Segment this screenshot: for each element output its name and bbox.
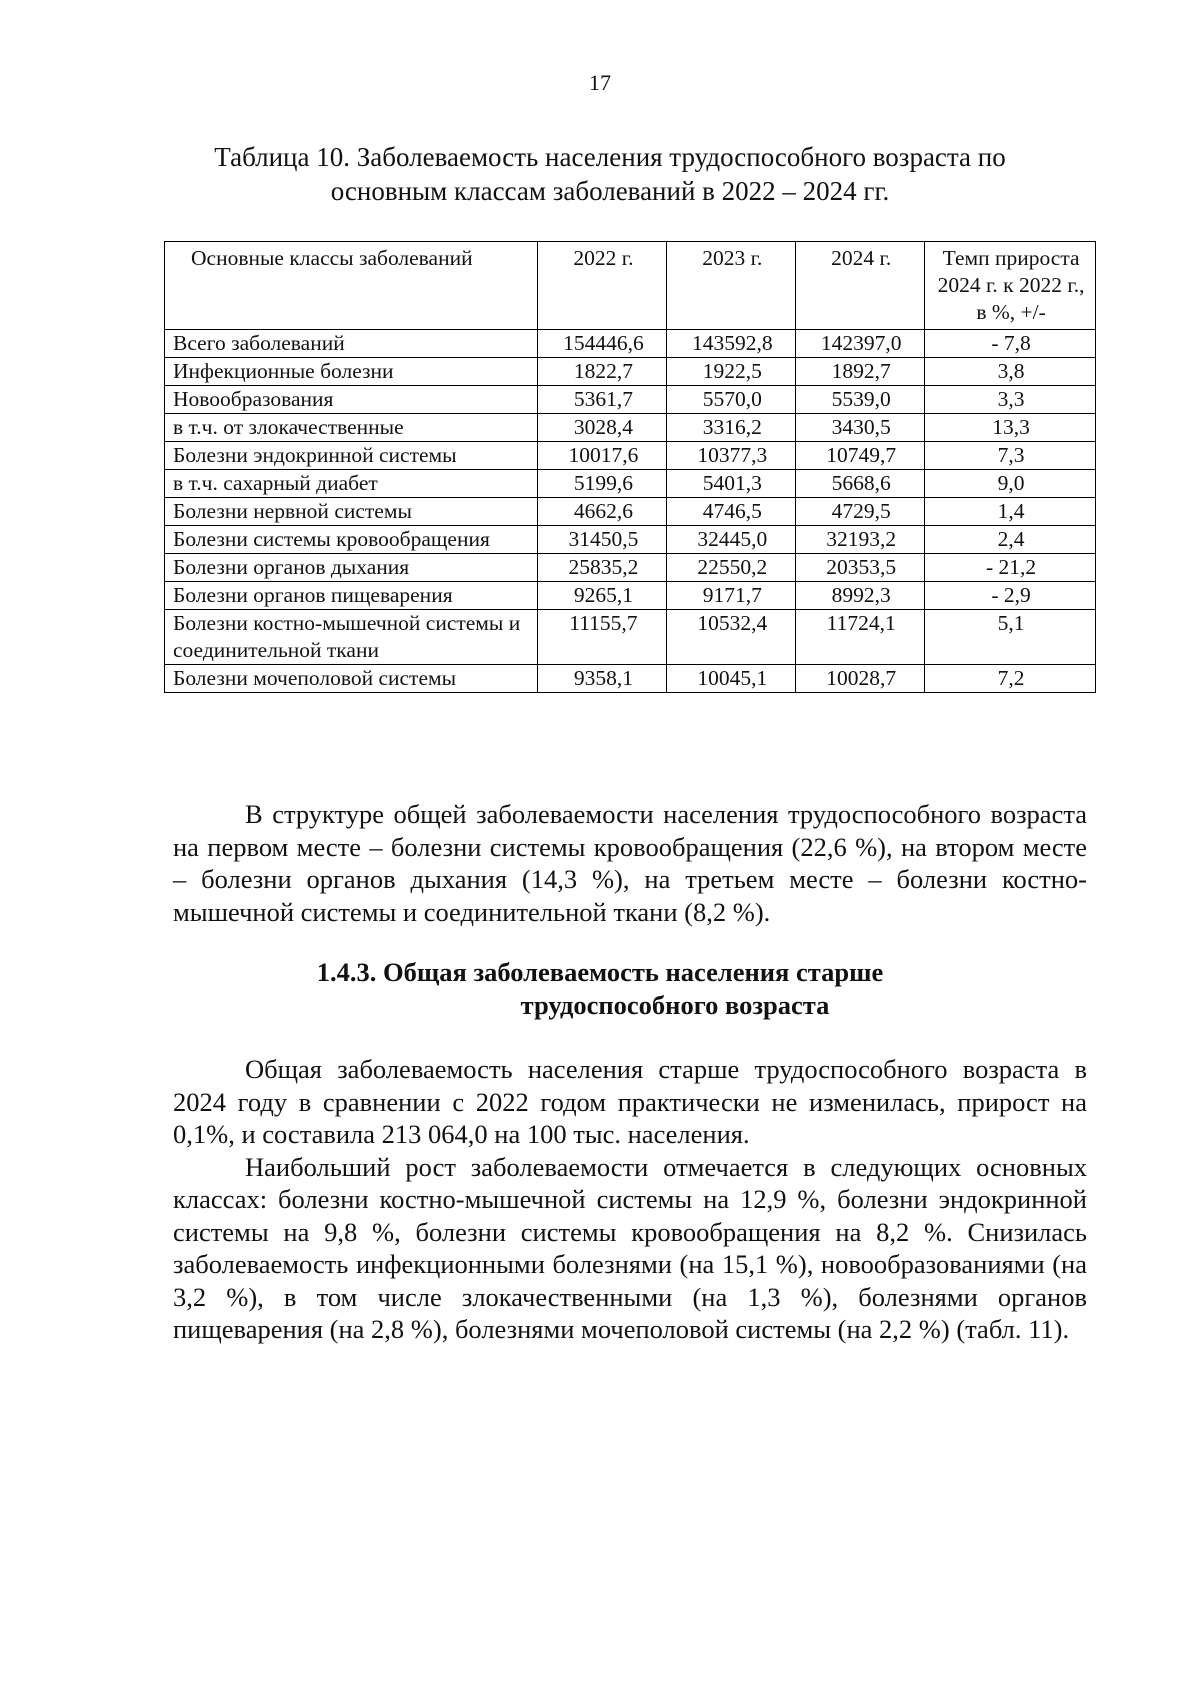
- table-row: [165, 582, 1096, 610]
- table-row: [165, 330, 1096, 358]
- column-header-2023: 2023 г.: [667, 242, 796, 330]
- row-label: Всего заболеваний: [165, 330, 538, 358]
- row-label: Болезни нервной системы: [165, 498, 538, 526]
- value-2024: 8992,3: [796, 582, 925, 610]
- table-row: [165, 358, 1096, 386]
- row-label: Болезни органов дыхания: [165, 554, 538, 582]
- row-label: Болезни эндокринной системы: [165, 442, 538, 470]
- value-2022: 10017,6: [538, 442, 667, 470]
- value-2022: 9358,1: [538, 665, 667, 693]
- value-growth: 7,2: [925, 665, 1096, 693]
- section-heading-line-2: трудоспособного возраста: [520, 990, 830, 1020]
- value-growth: 1,4: [925, 498, 1096, 526]
- value-growth: - 7,8: [925, 330, 1096, 358]
- value-growth: 13,3: [925, 414, 1096, 442]
- value-2023: 4746,5: [667, 498, 796, 526]
- value-growth: 2,4: [925, 526, 1096, 554]
- paragraph-1: В структуре общей заболеваемости населения трудоспособного возраста на первом месте – болезни системы кровообращения (22,6 %), на втором месте – болезни органов дыхания (14,3 %), на третьем месте – болезни костно-мышечной системы и соединительной ткани (8,2 %).: [173, 799, 1087, 927]
- table-title-line-2: основным классам заболеваний в 2022 – 2024 гг.: [330, 176, 890, 206]
- value-growth: 7,3: [925, 442, 1096, 470]
- table-title: [170, 140, 1050, 208]
- value-2023: 5401,3: [667, 470, 796, 498]
- value-2022: 31450,5: [538, 526, 667, 554]
- value-growth: - 21,2: [925, 554, 1096, 582]
- value-growth: 9,0: [925, 470, 1096, 498]
- row-label: Болезни костно-мышечной системы и соединительной ткани: [165, 610, 538, 665]
- table-title-line-1: Таблица 10. Заболеваемость населения трудоспособного возраста по: [214, 142, 1006, 172]
- value-2022: 3028,4: [538, 414, 667, 442]
- column-header-2024: 2024 г.: [796, 242, 925, 330]
- table-row: [165, 554, 1096, 582]
- table-row: [165, 526, 1096, 554]
- table-body: [165, 330, 1096, 693]
- value-2022: 154446,6: [538, 330, 667, 358]
- value-2024: 11724,1: [796, 610, 925, 665]
- row-label: в т.ч. сахарный диабет: [165, 470, 538, 498]
- value-2024: 10749,7: [796, 442, 925, 470]
- value-2023: 32445,0: [667, 526, 796, 554]
- row-label: Болезни органов пищеварения: [165, 582, 538, 610]
- value-2022: 11155,7: [538, 610, 667, 665]
- value-2023: 1922,5: [667, 358, 796, 386]
- table-row: [165, 610, 1096, 665]
- value-2022: 5361,7: [538, 386, 667, 414]
- value-2024: 5539,0: [796, 386, 925, 414]
- row-label: в т.ч. от злокачественные: [165, 414, 538, 442]
- value-2022: 25835,2: [538, 554, 667, 582]
- value-2022: 4662,6: [538, 498, 667, 526]
- value-growth: - 2,9: [925, 582, 1096, 610]
- value-2023: 9171,7: [667, 582, 796, 610]
- table-header-row: [165, 242, 1096, 330]
- value-2023: 5570,0: [667, 386, 796, 414]
- column-header-class: Основные классы заболеваний: [165, 242, 538, 330]
- value-2023: 10045,1: [667, 665, 796, 693]
- value-2023: 143592,8: [667, 330, 796, 358]
- paragraph-3: Наибольший рост заболеваемости отмечается в следующих основных классах: болезни костно-мышечной системы на 12,9 %, болезни эндокринной системы на 9,8 %, болезни системы кровообращения на 8,2 %. Снизилась заболеваемость инфекционными болезнями (на 15,1 %), новообразованиями (на 3,2 %), в том числе злокачественными (на 1,3 %), болезнями органов пищеварения (на 2,8 %), болезнями мочеполовой системы (на 2,2 %) (табл. 11).: [173, 1151, 1087, 1344]
- value-2024: 20353,5: [796, 554, 925, 582]
- value-2023: 22550,2: [667, 554, 796, 582]
- table-row: [165, 498, 1096, 526]
- section-heading-line-1: 1.4.3. Общая заболеваемость населения старше: [316, 957, 884, 987]
- value-2024: 10028,7: [796, 665, 925, 693]
- column-header-2022: 2022 г.: [538, 242, 667, 330]
- value-2024: 5668,6: [796, 470, 925, 498]
- column-header-growth: Темп прироста 2024 г. к 2022 г., в %, +/-: [925, 242, 1096, 330]
- table-row: [165, 386, 1096, 414]
- paragraph-structure: [173, 798, 1087, 928]
- value-2023: 10377,3: [667, 442, 796, 470]
- value-2022: 1822,7: [538, 358, 667, 386]
- value-2024: 3430,5: [796, 414, 925, 442]
- value-2023: 3316,2: [667, 414, 796, 442]
- table-row: [165, 665, 1096, 693]
- morbidity-table: [164, 241, 1096, 693]
- row-label: Инфекционные болезни: [165, 358, 538, 386]
- row-label: Новообразования: [165, 386, 538, 414]
- value-growth: 3,8: [925, 358, 1096, 386]
- paragraph-block-elderly: [173, 1053, 1087, 1346]
- value-growth: 3,3: [925, 386, 1096, 414]
- row-label: Болезни мочеполовой системы: [165, 665, 538, 693]
- value-2022: 9265,1: [538, 582, 667, 610]
- value-growth: 5,1: [925, 610, 1096, 665]
- table-row: [165, 442, 1096, 470]
- value-2023: 10532,4: [667, 610, 796, 665]
- value-2024: 4729,5: [796, 498, 925, 526]
- table-row: [165, 414, 1096, 442]
- page-number: 17: [589, 70, 611, 95]
- value-2024: 32193,2: [796, 526, 925, 554]
- value-2024: 1892,7: [796, 358, 925, 386]
- table-row: [165, 470, 1096, 498]
- row-label: Болезни системы кровообращения: [165, 526, 538, 554]
- section-heading: [200, 956, 1000, 1022]
- value-2024: 142397,0: [796, 330, 925, 358]
- paragraph-2: Общая заболеваемость населения старше трудоспособного возраста в 2024 году в сравнении с 2022 годом практически не изменилась, прирост на 0,1%, и составила 213 064,0 на 100 тыс. населения.: [173, 1054, 1087, 1149]
- value-2022: 5199,6: [538, 470, 667, 498]
